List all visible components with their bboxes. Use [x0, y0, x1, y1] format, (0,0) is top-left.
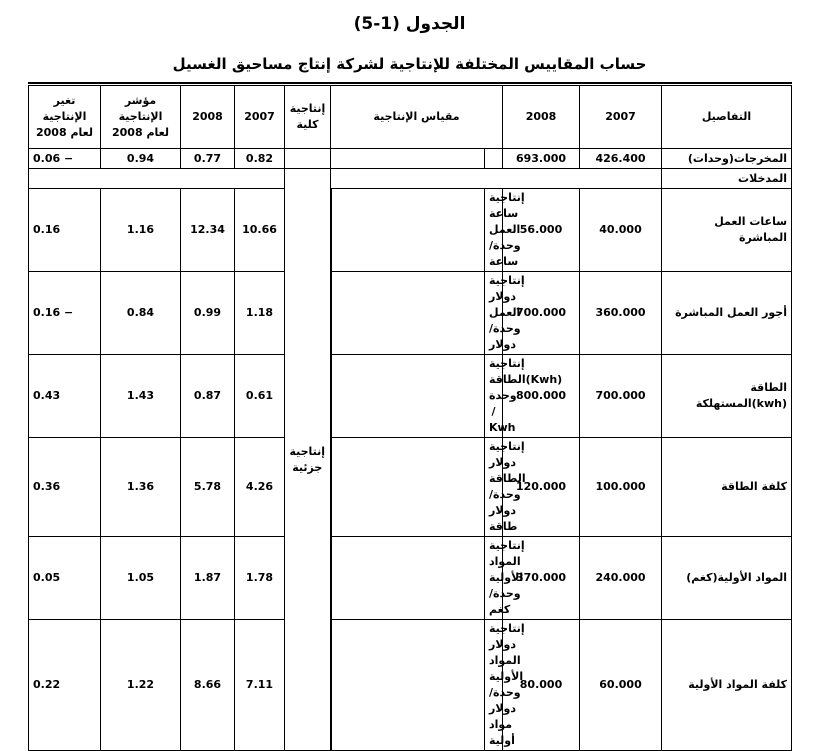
- cell-2008: 0.99: [181, 272, 235, 355]
- header-right-2007: 2007: [580, 86, 662, 149]
- cell-detail: المواد الأولية(كغم): [662, 537, 792, 620]
- cell-measure: إنتاجية دولار المواد الأولية وحدة/دولار مواد أولية: [485, 620, 503, 751]
- table-row: [29, 620, 792, 751]
- cell-2008: 0.77: [181, 149, 235, 169]
- cell-change: 0.16 −: [29, 272, 101, 355]
- cell-measure: إنتاجية ساعة العمل وحدة/ساعة: [485, 189, 503, 272]
- cell-2008: 12.34: [181, 189, 235, 272]
- cell-right-2008: 120.000: [503, 438, 580, 537]
- partial-productivity-label: إنتاجية جزئية: [285, 169, 331, 751]
- cell-right-2007: 360.000: [580, 272, 662, 355]
- table-subtitle: حساب المقاييس المختلفة للإنتاجية لشركة إنتاج مساحيق الغسيل: [172, 55, 647, 73]
- cell-detail: أجور العمل المباشرة: [662, 272, 792, 355]
- cell-empty: [29, 169, 285, 189]
- cell-2007: 4.26: [235, 438, 285, 537]
- cell-2007: 7.11: [235, 620, 285, 751]
- cell-right-2008: 80.000: [503, 620, 580, 751]
- cell-right-2008: 370.000: [503, 537, 580, 620]
- cell-index: 1.43: [101, 355, 181, 438]
- productivity-table: [28, 85, 792, 751]
- cell-right-2007: 426.400: [580, 149, 662, 169]
- cell-empty: [331, 355, 485, 438]
- cell-right-2008: 800.000: [503, 355, 580, 438]
- header-productivity-type: إنتاجية كلية: [285, 86, 331, 149]
- table-number-title: الجدول (1-5): [353, 14, 466, 34]
- cell-empty: [331, 620, 485, 751]
- cell-index: 1.16: [101, 189, 181, 272]
- cell-2008: 0.87: [181, 355, 235, 438]
- cell-empty: [331, 438, 485, 537]
- cell-right-2008: 700.000: [503, 272, 580, 355]
- cell-change: 0.16: [29, 189, 101, 272]
- table-row: [29, 272, 792, 355]
- cell-2008: 8.66: [181, 620, 235, 751]
- title-divider: [28, 82, 792, 84]
- cell-right-2007: 240.000: [580, 537, 662, 620]
- cell-2007: 1.18: [235, 272, 285, 355]
- cell-measure: إنتاجية المواد الأولية وحدة/كغم: [485, 537, 503, 620]
- cell-empty: [331, 189, 485, 272]
- cell-2007: 0.82: [235, 149, 285, 169]
- cell-change: 0.22: [29, 620, 101, 751]
- cell-empty: [485, 149, 503, 169]
- cell-measure: إنتاجية دولار العمل وحدة/دولار: [485, 272, 503, 355]
- header-change: تغير الإنتاجية لعام 2008: [29, 86, 101, 149]
- cell-right-2007: 60.000: [580, 620, 662, 751]
- cell-measure: إنتاجية دولار الطاقة وحدة/دولار طاقة: [485, 438, 503, 537]
- table-row: [29, 537, 792, 620]
- cell-empty: [331, 272, 485, 355]
- cell-2008: 1.87: [181, 537, 235, 620]
- cell-right-2007: 700.000: [580, 355, 662, 438]
- cell-detail: المدخلات: [662, 169, 792, 189]
- cell-detail: الطاقة المستهلكة(kwh): [662, 355, 792, 438]
- cell-index: 1.22: [101, 620, 181, 751]
- cell-2007: 0.61: [235, 355, 285, 438]
- header-year-2008: 2008: [181, 86, 235, 149]
- cell-2007: 1.78: [235, 537, 285, 620]
- cell-detail: كلفة الطاقة: [662, 438, 792, 537]
- table-row: [29, 438, 792, 537]
- cell-index: 1.05: [101, 537, 181, 620]
- cell-empty: [285, 149, 331, 169]
- cell-right-2007: 40.000: [580, 189, 662, 272]
- cell-2007: 10.66: [235, 189, 285, 272]
- header-right-2008: 2008: [503, 86, 580, 149]
- cell-detail: كلفة المواد الأولية: [662, 620, 792, 751]
- header-year-2007: 2007: [235, 86, 285, 149]
- cell-change: 0.05: [29, 537, 101, 620]
- cell-2008: 5.78: [181, 438, 235, 537]
- cell-detail: ساعات العمل المباشرة: [662, 189, 792, 272]
- cell-right-2008: 56.000: [503, 189, 580, 272]
- cell-change: 0.06 −: [29, 149, 101, 169]
- cell-right-2007: 100.000: [580, 438, 662, 537]
- table-row: [29, 189, 792, 272]
- cell-empty: [331, 169, 662, 189]
- cell-empty: [331, 149, 485, 169]
- cell-index: 0.84: [101, 272, 181, 355]
- cell-change: 0.36: [29, 438, 101, 537]
- cell-measure: إنتاجية الطاقة(Kwh) وحدة / Kwh: [485, 355, 503, 438]
- header-index: مؤشر الإنتاجية لعام 2008: [101, 86, 181, 149]
- header-details: التفاصيل: [662, 86, 792, 149]
- header-row: [29, 86, 792, 149]
- cell-index: 0.94: [101, 149, 181, 169]
- cell-index: 1.36: [101, 438, 181, 537]
- table-row: [29, 355, 792, 438]
- cell-detail: المخرجات(وحدات): [662, 149, 792, 169]
- cell-empty: [331, 537, 485, 620]
- header-measure: مقياس الإنتاجية: [331, 86, 503, 149]
- cell-change: 0.43: [29, 355, 101, 438]
- table-row: [29, 169, 792, 189]
- table-row: [29, 149, 792, 169]
- cell-right-2008: 693.000: [503, 149, 580, 169]
